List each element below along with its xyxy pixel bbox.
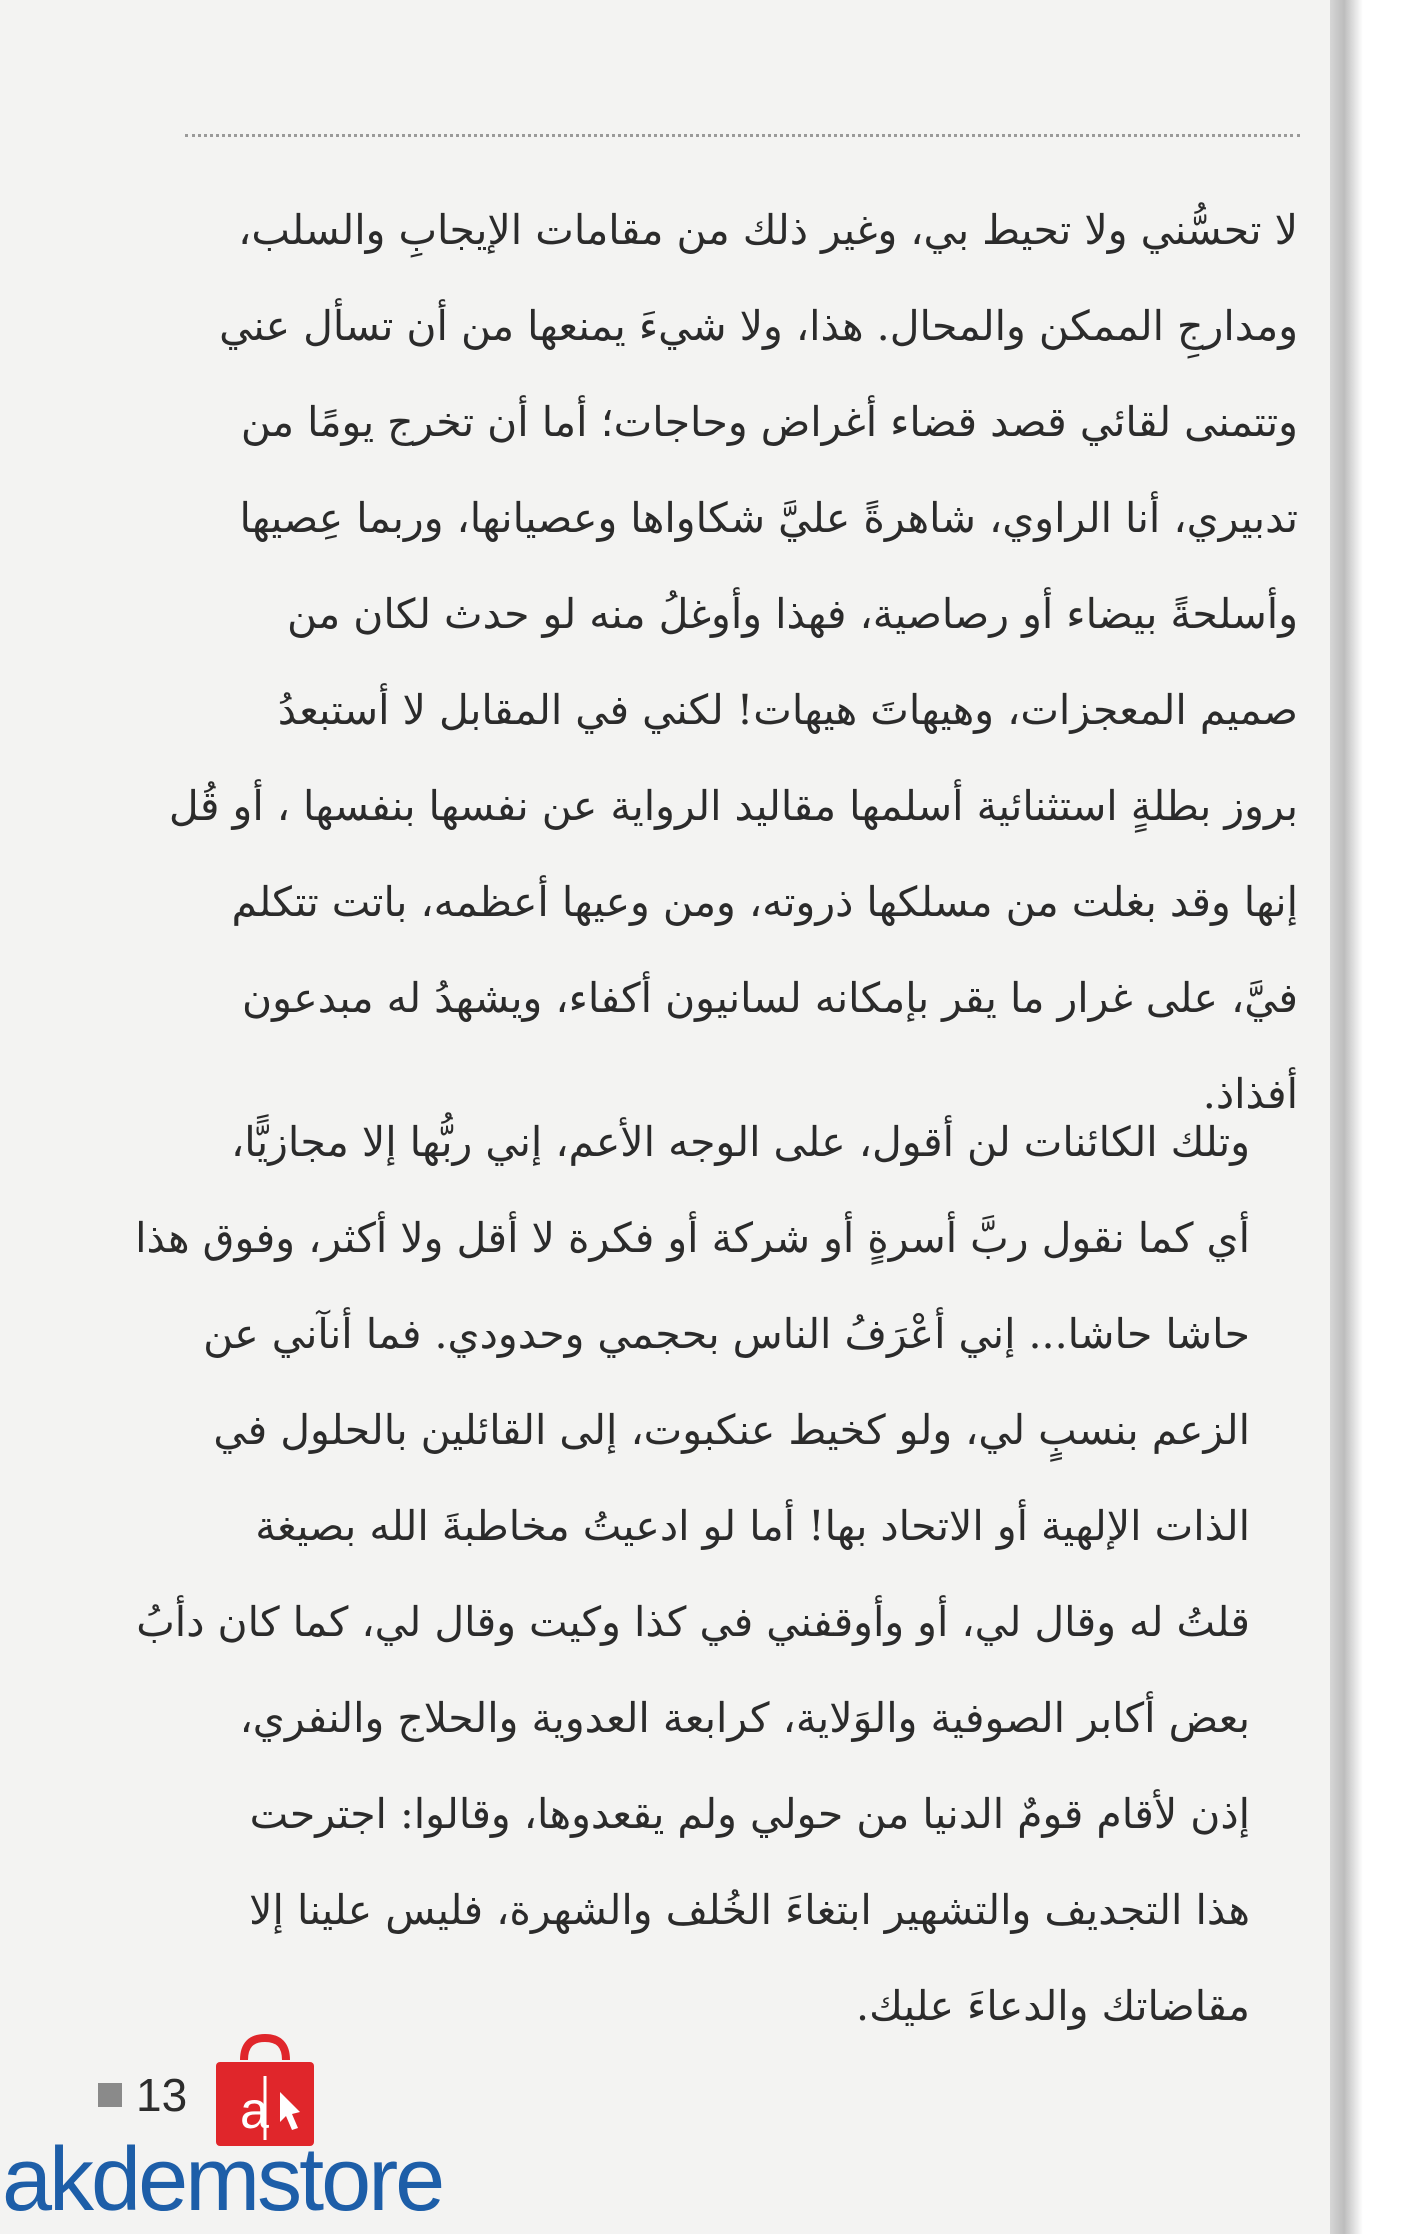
text-line: بروز بطلةٍ استثنائية أسلمها مقاليد الرواية عن نفسها بنفسها ، أو قُل	[168, 782, 1298, 830]
paragraph-2	[135, 1094, 1298, 2030]
text-line: وأسلحةً بيضاء أو رصاصية، فهذا وأوغلُ منه لو حدث لكان من	[287, 590, 1298, 638]
body-text	[135, 182, 1298, 2030]
text-line: تدبيري، أنا الراوي، شاهرةً عليَّ شكاواها وعصيانها، وربما عِصيها	[239, 494, 1298, 542]
text-line: ومدارجِ الممكن والمحال. هذا، ولا شيءَ يمنعها من أن تسأل عني	[219, 302, 1298, 350]
text-line: أفذاذ.	[1202, 1070, 1298, 1118]
text-line: إنها وقد بغلت من مسلكها ذروته، ومن وعيها أعظمه، باتت تتكلم	[231, 878, 1298, 926]
text-line: وتتمنى لقائي قصد قضاء أغراض وحاجات؛ أما أن تخرج يومًا من	[240, 398, 1298, 446]
svg-text:a: a	[240, 2082, 269, 2140]
text-line: أي كما نقول ربَّ أسرةٍ أو شركة أو فكرة لا أقل ولا أكثر، وفوق هذا	[135, 1214, 1250, 1262]
text-line: فيَّ، على غرار ما يقر بإمكانه لسانيون أكفاء، ويشهدُ له مبدعون	[242, 974, 1298, 1022]
text-line: إذن لأقام قومٌ الدنيا من حولي ولم يقعدوها، وقالوا: اجترحت	[249, 1790, 1250, 1838]
text-line: بعض أكابر الصوفية والوَلاية، كرابعة العدوية والحلاج والنفري،	[239, 1694, 1250, 1742]
text-line: وتلك الكائنات لن أقول، على الوجه الأعم، إني ربُّها إلا مجازيًّا،	[230, 1118, 1250, 1166]
text-line: الزعم بنسبٍ لي، ولو كخيط عنكبوت، إلى القائلين بالحلول في	[213, 1406, 1250, 1454]
page-number: 13	[136, 2069, 188, 2121]
page-marker-square	[98, 2083, 122, 2107]
page-footer	[98, 2065, 187, 2125]
text-line: صميم المعجزات، وهيهاتَ هيهات! لكني في المقابل لا أستبعدُ	[277, 686, 1298, 734]
text-line: لا تحسُّني ولا تحيط بي، وغير ذلك من مقامات الإيجابِ والسلب،	[238, 206, 1298, 254]
text-line: هذا التجديف والتشهير ابتغاءَ الخُلف والشهرة، فليس علينا إلا	[249, 1886, 1250, 1934]
header-dotted-rule	[185, 134, 1300, 137]
text-line: قلتُ له وقال لي، أو وأوقفني في كذا وكيت وقال لي، كما كان دأبُ	[136, 1598, 1250, 1646]
brand-wordmark: akdemstore	[2, 2130, 443, 2230]
text-line: مقاضاتك والدعاءَ عليك.	[856, 1982, 1250, 2030]
paragraph-1	[168, 182, 1298, 1118]
text-line: حاشا حاشا... إني أعْرَفُ الناس بحجمي وحدودي. فما أنآني عن	[203, 1310, 1250, 1358]
text-line: الذات الإلهية أو الاتحاد بها! أما لو ادعيتُ مخاطبةَ الله بصيغة	[255, 1502, 1250, 1550]
page-edge-shadow	[1330, 0, 1408, 2234]
